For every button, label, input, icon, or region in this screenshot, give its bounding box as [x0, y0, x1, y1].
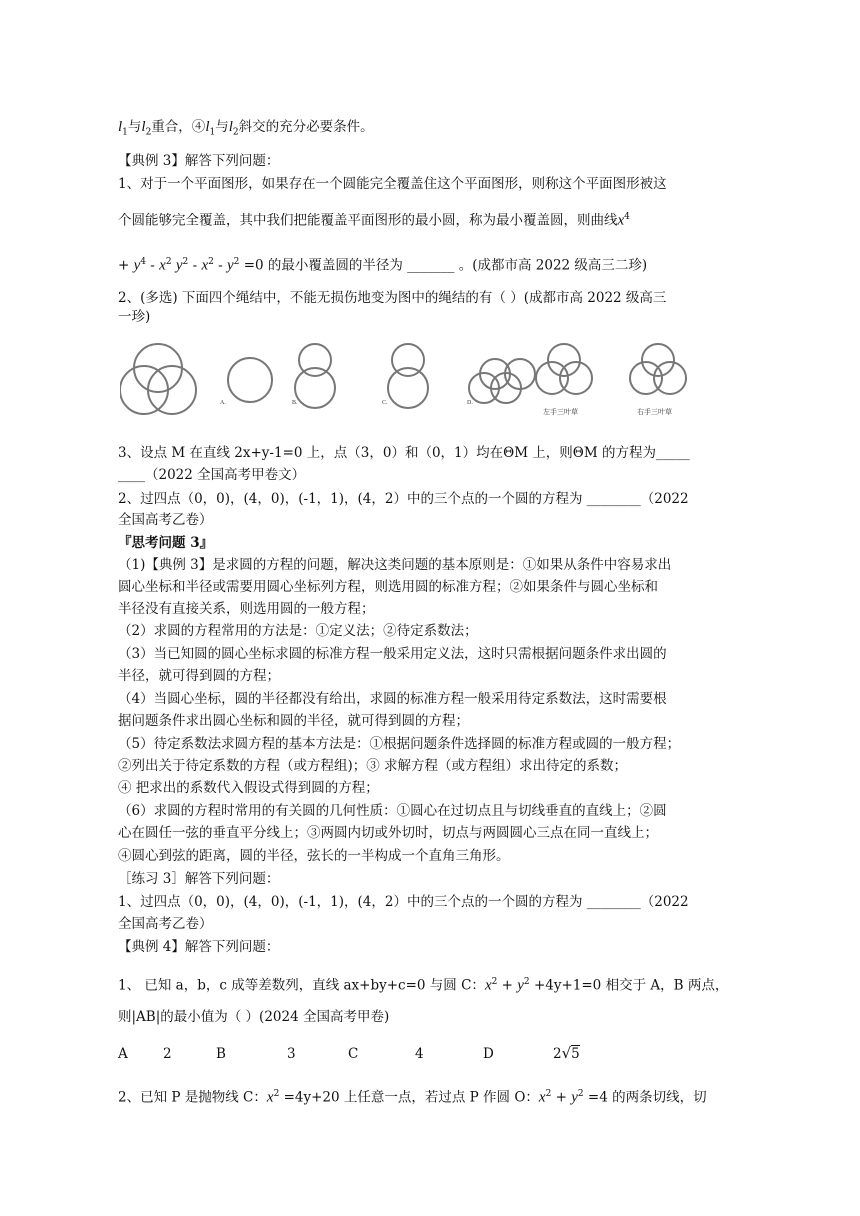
option-c: C	[348, 1046, 359, 1062]
ex3-q2-line1: 2、(多选) 下面四个绳结中，不能无损伤地变为图中的绳结的有（ ）(成都市高 2022 级高三	[118, 290, 667, 306]
ex3-q1-line2	[118, 208, 630, 230]
option-b-value: 3	[287, 1046, 296, 1062]
exp: 2	[273, 1089, 280, 1099]
exp: 2	[545, 1089, 552, 1099]
practice3-q1-line2: 全国高考乙卷）	[118, 916, 213, 932]
think-l5: （3）当已知圆的圆心坐标求圆的标准方程一般采用定义法，这时只需根据问题条件求出圆的	[118, 646, 667, 662]
ex3-q2-line2: 一珍)	[118, 309, 151, 325]
var-y: y	[175, 257, 183, 274]
var-l: l	[141, 119, 146, 135]
think-l8: 据问题条件求出圆心坐标和圆的半径，就可得到圆的方程；	[118, 713, 469, 729]
think-l1: （1)【典例 3】是求圆的方程的问题，解决这类问题的基本原则是：①如果从条件中容易求出	[118, 557, 672, 573]
think-l3: 半径没有直接关系，则选用圆的一般方程；	[118, 601, 375, 617]
ex4-q1-line1	[118, 973, 728, 995]
sub: 2	[232, 127, 239, 138]
var-l: l	[228, 119, 233, 135]
option-d-knot	[469, 359, 535, 403]
top-fragment	[118, 118, 374, 142]
var-x: x	[201, 257, 209, 274]
option-b-knot	[295, 344, 335, 408]
think-l4: （2）求圆的方程常用的方法是：①定义法；②待定系数法；	[118, 623, 478, 639]
option-c-knot	[388, 344, 428, 408]
exp: 4	[140, 257, 147, 267]
label-right-trefoil: 右手三叶草	[637, 408, 672, 416]
ex4-q1-options	[118, 1044, 580, 1063]
exp: 2	[523, 977, 530, 987]
ex4-q2-line1	[118, 1085, 707, 1107]
var-x: x	[266, 1089, 274, 1106]
option-c-value: 4	[415, 1046, 424, 1062]
text: =4 的两条切线，切	[583, 1089, 707, 1106]
text: 2、已知 P 是抛物线 C：	[118, 1089, 267, 1106]
var-x: x	[617, 212, 625, 229]
example4-title: 【典例 4】解答下列问题：	[118, 939, 280, 955]
knot-figure	[120, 338, 695, 428]
text: +4y+1=0 相交于 A，B 两点，	[529, 977, 729, 994]
exp: 2	[491, 977, 498, 987]
option-a-circle	[228, 358, 272, 402]
var-y: y	[571, 1089, 578, 1106]
think-l9: （5）待定系数法求圆方程的基本方法是：①根据问题条件选择圆的标准方程或圆的一般方程；	[118, 736, 681, 752]
coef: 2	[553, 1046, 562, 1062]
var-l: l	[118, 119, 123, 135]
left-trefoil	[536, 344, 592, 394]
think-title: 『思考问题 3』	[118, 535, 214, 551]
text: +	[551, 1089, 572, 1106]
trefoil-knot	[120, 344, 196, 414]
text: 与	[215, 119, 229, 135]
sub: 2	[145, 127, 152, 138]
var-y: y	[517, 977, 524, 994]
exp: 2	[577, 1089, 584, 1099]
text: -	[188, 257, 202, 274]
think-l2: 圆心坐标和半径或需要用圆心坐标列方程，则选用圆的标准方程；②如果条件与圆心坐标和	[118, 579, 658, 595]
think-l13: 心在圆任一弦的垂直平分线上；③两圆内切或外切时，切点与两圆圆心三点在同一直线上；	[118, 825, 658, 841]
ex3-q4-line1: 2、过四点（0，0)，(4，0)，(-1，1)，(4，2）中的三个点的一个圆的方程为 ________（2022	[118, 491, 689, 507]
text: -	[146, 257, 160, 274]
ex3-q1-line3	[118, 253, 647, 275]
ex3-q3-line1: 3、设点 M 在直线 2x+y-1=0 上，点（3，0）和（0，1）均在ΘM 上，则ΘM 的方程为_____	[118, 445, 690, 461]
var-y: y	[227, 257, 234, 274]
var-l: l	[205, 119, 210, 135]
text: 个圆能够完全覆盖，其中我们把能覆盖平面图形的最小圆，称为最小覆盖圆，则曲线	[118, 212, 618, 229]
text: 1、 已知 a，b，c 成等差数列，直线 ax+by+c=0 与圆 C：	[118, 977, 485, 994]
var-y: y	[133, 257, 141, 274]
var-x: x	[538, 1089, 546, 1106]
label-c: C.	[382, 400, 388, 406]
think-l10: ②列出关于待定系数的方程（或方程组)；③ 求解方程（或方程组）求出待定的系数；	[118, 758, 628, 774]
label-b: B.	[292, 400, 298, 406]
think-l11: ④ 把求出的系数代入假设式得到圆的方程；	[118, 780, 379, 796]
practice3-q1-line1: 1、过四点（0，0)，(4，0)，(-1，1)，(4，2）中的三个点的一个圆的方程为 ________（2022	[118, 894, 689, 910]
option-a-value: 2	[163, 1046, 172, 1062]
text: 与	[127, 119, 142, 135]
ex3-q1-line1: 1、对于一个平面图形，如果存在一个圆能完全覆盖住这个平面图形，则称这个平面图形被这	[118, 176, 667, 192]
ex4-q1-line2: 则|AB|的最小值为（ ）(2024 全国高考甲卷)	[118, 1009, 390, 1025]
example3-title: 【典例 3】解答下列问题：	[118, 153, 280, 169]
exp: 2	[165, 257, 172, 267]
option-a: A	[118, 1046, 128, 1062]
exp: 4	[624, 212, 630, 222]
label-a: A.	[220, 400, 226, 406]
label-d: D.	[467, 400, 473, 406]
text: =0 的最小覆盖圆的半径为 _______ 。(成都市高 2022 级高三二珍)	[239, 257, 648, 274]
var-x: x	[159, 257, 166, 274]
exp: 2	[182, 257, 189, 267]
ex3-q4-line2: 全国高考乙卷）	[118, 512, 213, 528]
radicand: 5	[571, 1046, 580, 1062]
think-l6: 半径，就可得到圆的方程；	[118, 668, 280, 684]
exp: 2	[233, 257, 240, 267]
text: -	[213, 257, 227, 274]
exp: 2	[208, 257, 214, 267]
sub: 1	[122, 127, 128, 138]
text: =4y+20 上任意一点，若过点 P 作圆 O：	[279, 1089, 539, 1106]
right-trefoil	[630, 344, 686, 394]
option-d: D	[483, 1046, 494, 1062]
sqrt-sign: √	[561, 1044, 572, 1062]
text: +	[118, 257, 134, 274]
ex3-q3-line2: ____（2022 全国高考甲卷文）	[118, 467, 306, 483]
label-left-trefoil: 左手三叶草	[543, 408, 578, 416]
text: 斜交的充分必要条件。	[238, 119, 374, 135]
text: 重合，④	[151, 119, 206, 135]
practice3-title: ［练习 3］解答下列问题：	[118, 871, 280, 887]
think-l7: （4）当圆心坐标，圆的半径都没有给出，求圆的标准方程一般采用待定系数法，这时需要根	[118, 691, 667, 707]
option-d-value	[553, 1044, 580, 1063]
think-l12: （6）求圆的方程时常用的有关圆的几何性质：①圆心在过切点且与切线垂直的直线上；②圆	[118, 803, 667, 819]
think-l14: ④圆心到弦的距离，圆的半径，弦长的一半构成一个直角三角形。	[118, 848, 510, 864]
sub: 1	[209, 127, 216, 138]
var-x: x	[484, 977, 492, 994]
text: +	[497, 977, 518, 994]
option-b: B	[216, 1046, 226, 1062]
